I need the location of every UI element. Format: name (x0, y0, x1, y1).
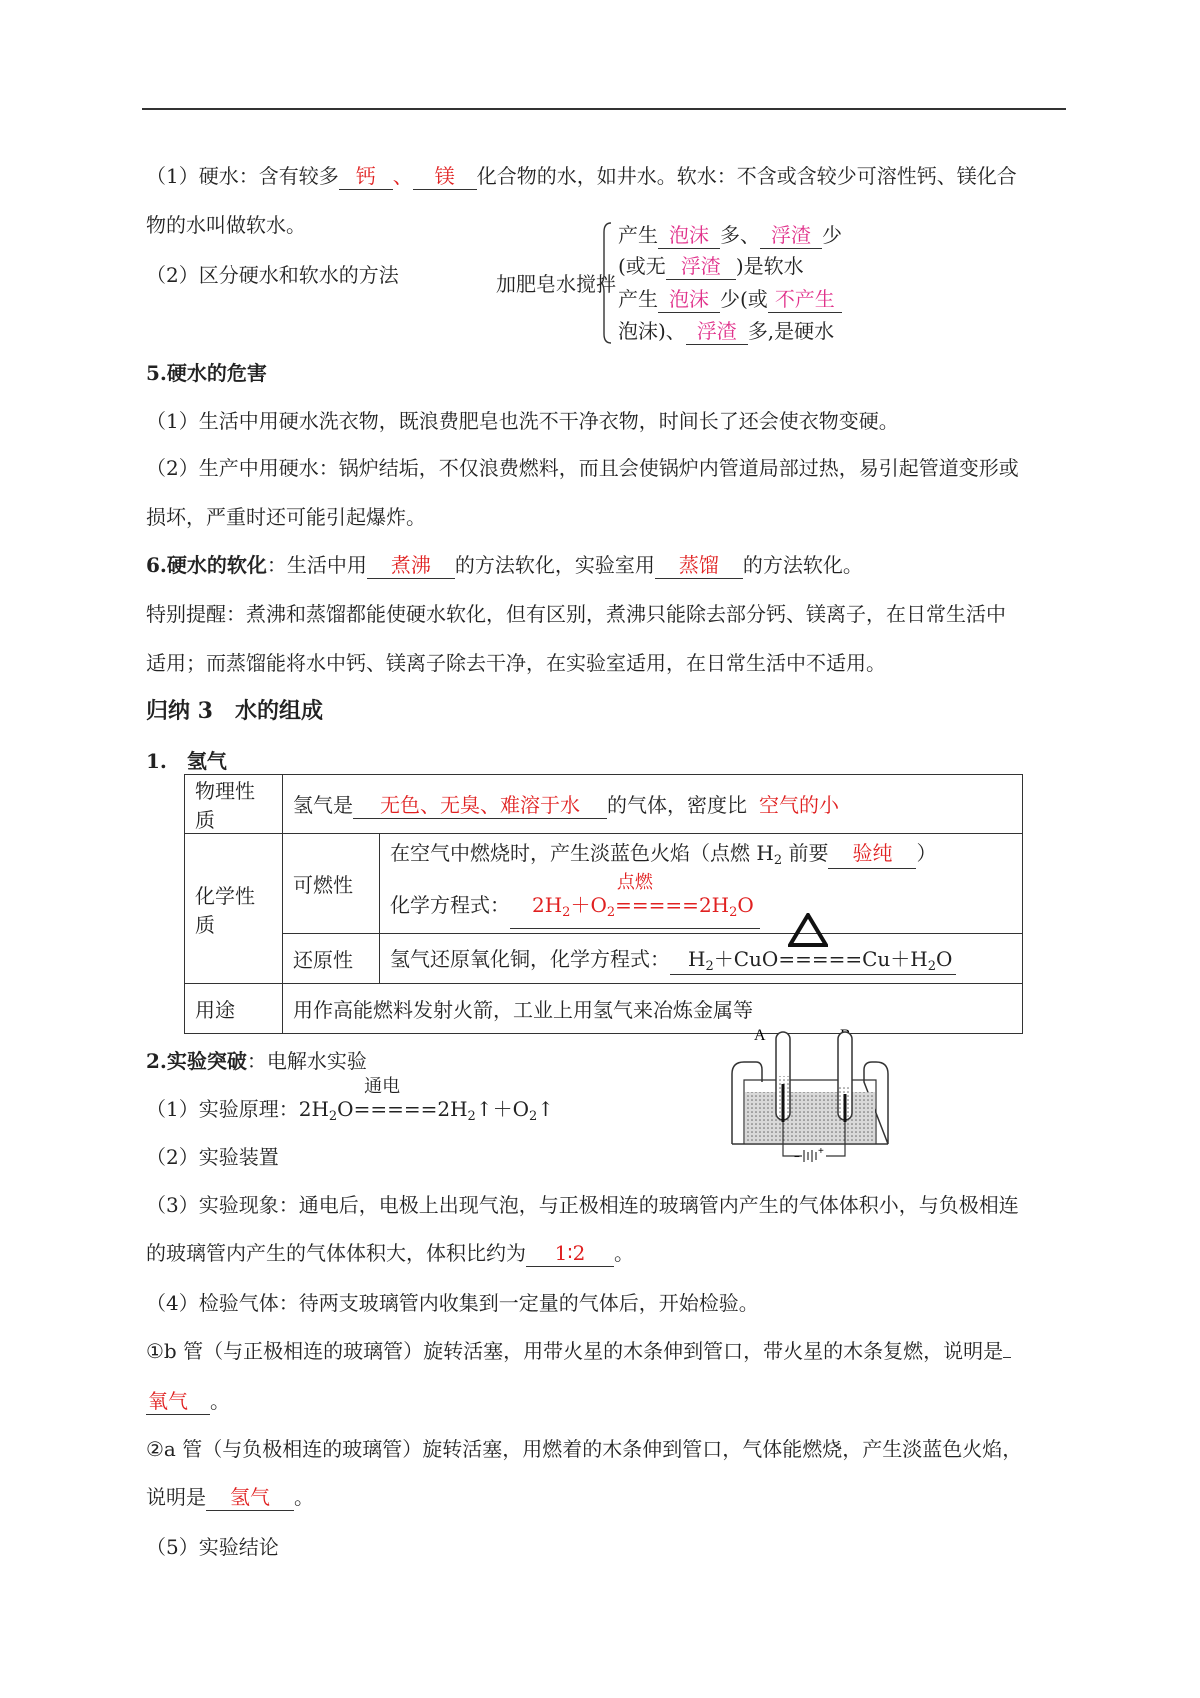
section5-p2: （2）生产中用硬水：锅炉结垢，不仅浪费燃料，而且会使锅炉内管道局部过热，易引起管道变形或 (146, 456, 1019, 480)
distinguish-method: （2）区分硬水和软水的方法 (146, 263, 399, 287)
heat-triangle-icon (788, 913, 828, 947)
note-line1: 特别提醒：煮沸和蒸馏都能使硬水软化，但有区别，煮沸只能除去部分钙、镁离子，在日常生活中 (146, 602, 1006, 626)
answer-boil: 煮沸 (367, 552, 455, 579)
table-row (185, 934, 1023, 984)
tube-a-label: A (754, 1027, 766, 1044)
answer-oxygen: 氧气 (146, 1388, 210, 1415)
section5-title: 5.硬水的危害 (146, 361, 267, 385)
soft-line2: (或无 浮渣 )是软水 (618, 254, 804, 278)
note-line2: 适用；而蒸馏能将水中钙、镁离子除去干净，在实验室适用，在日常生活中不适用。 (146, 651, 886, 675)
experiment-title: 2.实验突破：电解水实验 (146, 1049, 367, 1073)
experiment-conclusion: （5）实验结论 (146, 1535, 279, 1559)
experiment-principle: （1）实验原理：$2H_2$ 通电 $O=====2H_2↑+O_2↑$ (146, 1076, 555, 1124)
table-row (185, 984, 1023, 1034)
use-label: 用途 (185, 984, 283, 1034)
answer-ratio: 1∶2 (526, 1240, 614, 1267)
combustibility-value: 在空气中燃烧时，产生淡蓝色火焰（点燃 $H_2$ 前要 验纯 ） 化学方程式： 点燃 $2H_2+O_2=====2H_2O$ (380, 834, 1023, 934)
answer-distill: 蒸馏 (655, 552, 743, 579)
hydrogen-item: 1. 氢气 (146, 749, 227, 773)
section6-title: 6.硬水的软化：生活中用 煮沸 的方法软化，实验室用 蒸馏 的方法软化。 (146, 553, 863, 577)
oxygen-check-line1: ①b 管（与正极相连的玻璃管）旋转活塞，用带火星的木条伸到管口，带火星的木条复燃，说明是 (146, 1338, 1011, 1364)
electrolysis-apparatus-diagram (730, 1026, 890, 1164)
header-rule (142, 108, 1066, 110)
phenomenon-line1: （3）实验现象：通电后，电极上出现气泡，与正极相连的玻璃管内产生的气体体积小，与负极相连 (146, 1193, 1019, 1217)
experiment-apparatus-label: （2）实验装置 (146, 1145, 279, 1169)
hard-line1: 产生 泡沫 少(或 不产生 (618, 286, 842, 313)
answer-calcium: 钙 (339, 163, 393, 190)
table-row (185, 834, 1023, 934)
svg-text:+: + (818, 1146, 824, 1157)
answer-magnesium: 镁 (413, 163, 477, 190)
answer-hydrogen: 氢气 (206, 1484, 294, 1511)
physical-value: 氢气是 无色、无臭、难溶于水 的气体，密度比 空气的小 (283, 775, 1023, 834)
oxygen-check-line2: 氧气 。 (148, 1389, 230, 1413)
use-value: 用作高能燃料发射火箭，工业上用氢气来冶炼金属等 (283, 984, 1023, 1034)
hardwater-definition: （1）硬水：含有较多 钙 、 镁 化合物的水，如井水。软水：不含或含较少可溶性钙、镁化合 (146, 164, 1017, 188)
hard-line2: 泡沫)、 浮渣 多,是硬水 (618, 319, 835, 343)
hydrogen-table (184, 774, 1023, 1034)
table-row (185, 775, 1023, 834)
physical-label: 物理性质 (185, 775, 283, 834)
method-label: 加肥皂水搅拌 (496, 272, 616, 296)
hardwater-definition-cont: 物的水叫做软水。 (146, 213, 306, 237)
svg-text:−: − (794, 1152, 800, 1163)
brace-icon (600, 222, 612, 344)
combustion-equation: 点燃 $2H_2+O_2=====2H_2O$ (510, 890, 760, 929)
section5-p2-cont: 损坏，严重时还可能引起爆炸。 (146, 505, 426, 529)
combustibility-label: 可燃性 (283, 834, 380, 934)
reducibility-value: 氢气还原氧化铜，化学方程式： $H_2+CuO=====Cu+H_2O$ (380, 934, 1023, 984)
gas-test: （4）检验气体：待两支玻璃管内收集到一定量的气体后，开始检验。 (146, 1291, 759, 1315)
chemical-label: 化学性质 (185, 834, 283, 984)
summary-heading: 归纳 3 水的组成 (146, 698, 323, 724)
soft-line1: 产生 泡沫 多、 浮渣 少 (618, 223, 842, 247)
phenomenon-line2: 的玻璃管内产生的气体体积大，体积比约为 1∶2 。 (146, 1241, 634, 1265)
reducibility-label: 还原性 (283, 934, 380, 984)
reduction-equation: $H_2+CuO=====Cu+H_2O$ (670, 943, 956, 975)
section5-p1: （1）生活中用硬水洗衣物，既浪费肥皂也洗不干净衣物，时间长了还会使衣物变硬。 (146, 409, 899, 433)
hydrogen-check-line1: ②a 管（与负极相连的玻璃管）旋转活塞，用燃着的木条伸到管口，气体能燃烧，产生淡蓝色火焰， (146, 1437, 1023, 1461)
hydrogen-check-line2: 说明是 氢气 。 (146, 1485, 314, 1509)
